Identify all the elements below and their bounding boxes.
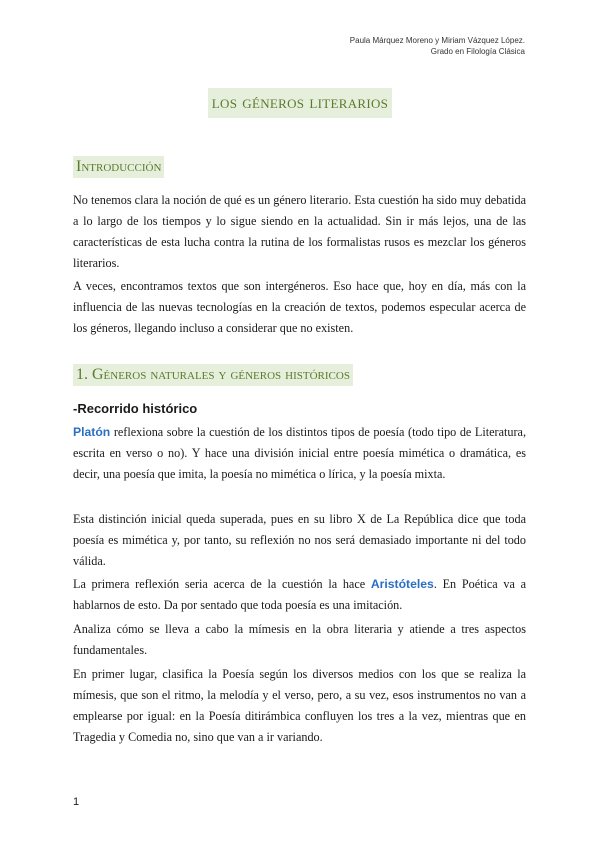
section-1-heading: 1. Géneros naturales y géneros históricos (73, 364, 353, 386)
intro-paragraph-1: No tenemos clara la noción de qué es un género literario. Esta cuestión ha sido muy debatida a lo largo de los tiempos y lo sigue siendo en la actualidad. Sin ir más lejos, una de las características de esta lucha contra la rutina de los formalistas rusos es mezclar los géneros literarios. (73, 193, 526, 270)
section-1-paragraph-4: Analiza cómo se lleva a cabo la mímesis en la obra literaria y atiende a tres aspectos fundamentales. (73, 622, 526, 657)
platon-link[interactable]: Platón (73, 425, 111, 439)
aristoteles-link[interactable]: Aristóteles (370, 577, 434, 591)
intro-paragraph-2: A veces, encontramos textos que son intergéneros. Eso hace que, hoy en día, más con la influencia de las nuevas tecnologías en la creación de textos, podemos especular acerca de los géneros, llegando incluso a considerar que no existen. (73, 279, 526, 335)
paragraph-text: . En Poética va a hablarnos de esto. Da por sentado que toda poesía es una imitación. (73, 577, 526, 612)
subheading-recorrido: -Recorrido histórico (73, 401, 198, 416)
section-1-paragraph-5: En primer lugar, clasifica la Poesía según los diversos medios con los que se realiza la mímesis, que son el ritmo, la melodía y el verso, pero, a su vez, esos instrumentos no van a emplearse por igual: en la Poesía ditirámbica confluyen los tres a la vez, mientras que en Tragedia y Comedia no, sino que van a ir variando. (73, 667, 526, 744)
title-wrapper (0, 88, 600, 118)
author-header (350, 35, 525, 57)
paragraph-text: reflexiona sobre la cuestión de los distintos tipos de poesía (todo tipo de Literatura, escrita en verso o no). Y hace una división inicial entre poesía mimética o dramática, es decir, una poesía que imita, la poesía no mimética o lírica, y la poesía mixta. (73, 425, 526, 481)
section-1-paragraph-2: Esta distinción inicial queda superada, pues en su libro X de La República dice que toda poesía es mimética y, por tanto, su reflexión no nos será demasiado importante ni del todo válida. (73, 512, 526, 568)
header-authors: Paula Márquez Moreno y Miriam Vázquez López. (349, 36, 525, 45)
page-number: 1 (73, 796, 80, 808)
header-degree: Grado en Filología Clásica (430, 47, 525, 56)
document-title: los géneros literarios (208, 88, 392, 118)
intro-heading: Introducción (73, 156, 164, 178)
section-1-paragraph-3 (73, 574, 526, 616)
paragraph-text: La primera reflexión seria acerca de la cuestión la hace (73, 577, 371, 591)
section-1-paragraph-1 (73, 422, 526, 485)
